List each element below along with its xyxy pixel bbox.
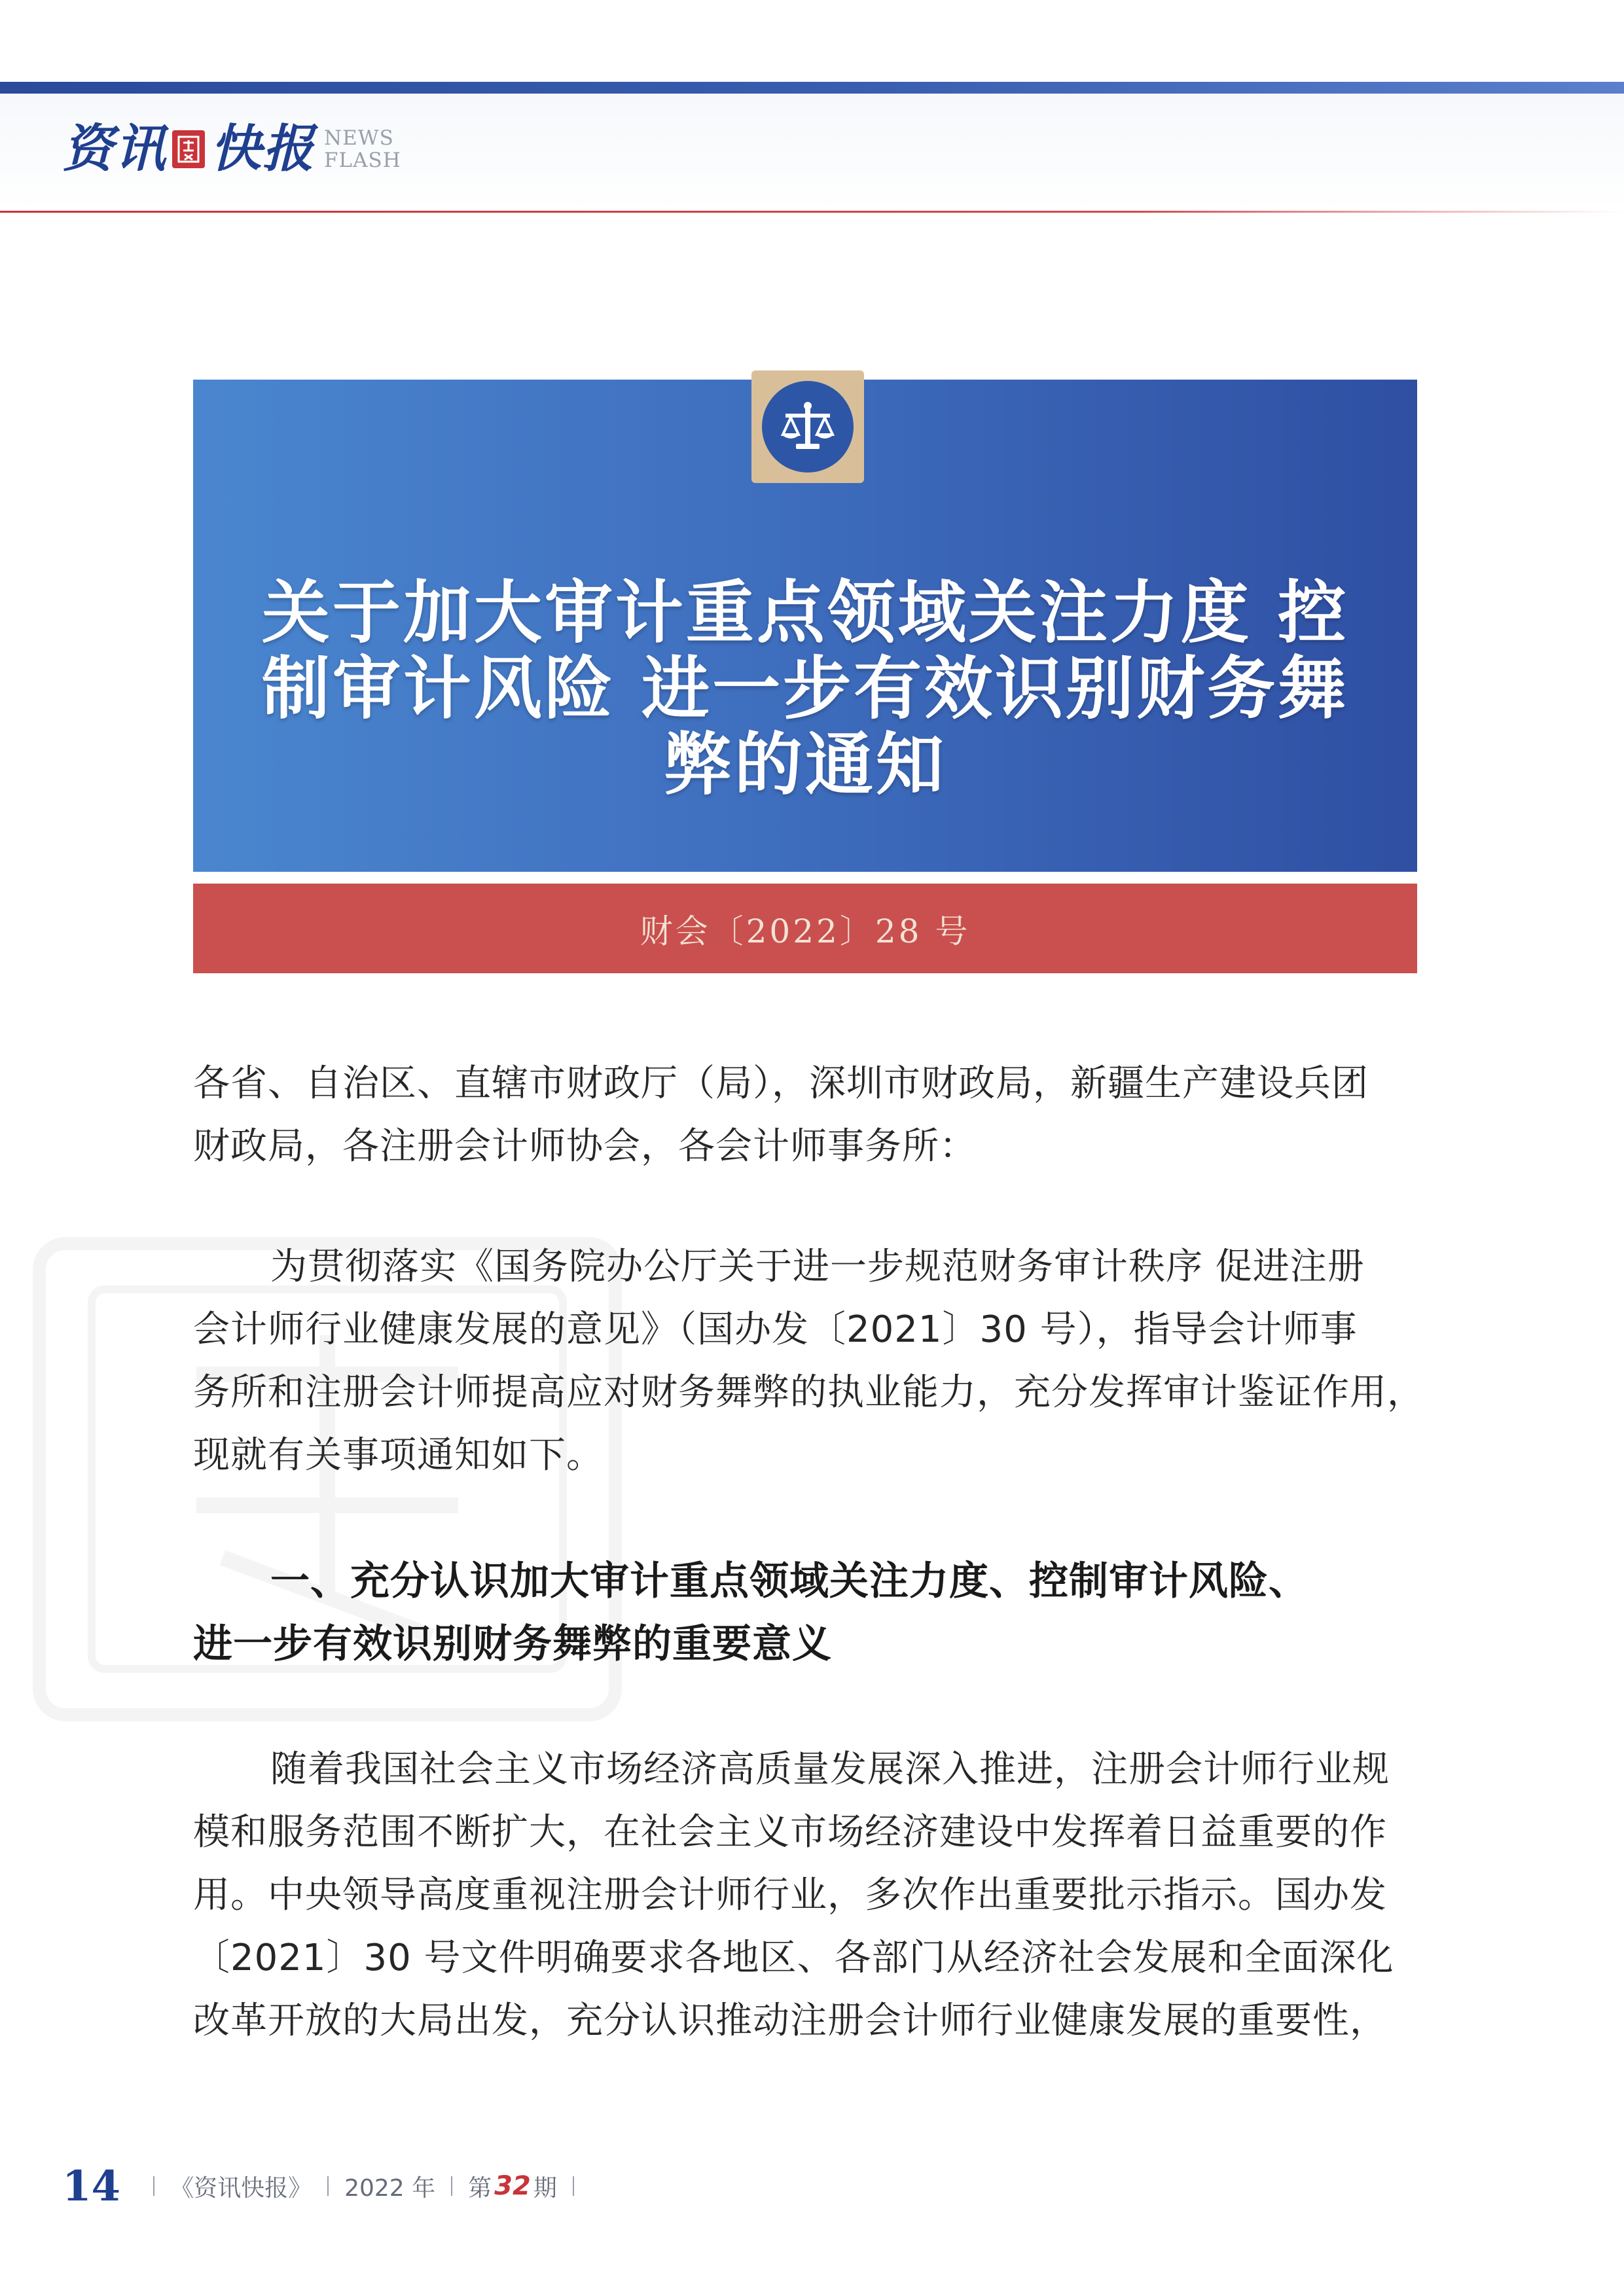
text-line: 用。中央领导高度重视注册会计师行业，多次作出重要批示指示。国办发 [193, 1874, 1387, 1916]
header-divider [0, 211, 1624, 213]
footer-separator [153, 2176, 154, 2196]
text-line: 会计师行业健康发展的意见》（国办发〔2021〕30 号），指导会计师事 [193, 1308, 1358, 1351]
masthead-title-right: 快报 [210, 119, 316, 179]
document-number: 财会〔2022〕28 号 [640, 912, 971, 950]
intro-paragraph [193, 1236, 1424, 1487]
addressee-paragraph [193, 1052, 1417, 1178]
text-line: 〔2021〕30 号文件明确要求各地区、各部门从经济社会发展和全面深化 [193, 1937, 1394, 1979]
title-line: 弊的通知 [663, 725, 947, 804]
footer-issue-number: 32 [494, 2171, 531, 2201]
section-heading [193, 1550, 1417, 1676]
heading-line: 进一步有效识别财务舞弊的重要意义 [193, 1621, 832, 1667]
section-paragraph [193, 1738, 1417, 2053]
masthead-seal-icon [172, 130, 205, 168]
footer-issue-prefix: 第 [468, 2174, 492, 2202]
page-title [223, 575, 1388, 802]
page-number: 14 [62, 2161, 121, 2211]
footer-separator [573, 2176, 574, 2196]
title-line: 关于加大审计重点领域关注力度 控 [261, 573, 1349, 653]
footer-issue-suffix: 期 [533, 2174, 557, 2202]
text-line: 改革开放的大局出发，充分认识推动注册会计师行业健康发展的重要性， [193, 2000, 1387, 2042]
text-line: 务所和注册会计师提高应对财务舞弊的执业能力，充分发挥审计鉴证作用， [193, 1371, 1424, 1414]
text-line: 随着我国社会主义市场经济高质量发展深入推进，注册会计师行业规 [270, 1748, 1390, 1791]
footer-separator [327, 2176, 329, 2196]
title-line: 制审计风险 进一步有效识别财务舞 [261, 649, 1349, 728]
text-line: 现就有关事项通知如下。 [193, 1434, 604, 1477]
header-top-rule [0, 82, 1624, 94]
emblem-frame [751, 370, 864, 483]
page-footer [62, 2160, 590, 2212]
scales-of-justice-icon [762, 381, 854, 473]
text-line: 为贯彻落实《国务院办公厅关于进一步规范财务审计秩序 促进注册 [270, 1246, 1365, 1288]
masthead-title-left: 资讯 [62, 119, 168, 179]
text-line: 模和服务范围不断扩大，在社会主义市场经济建设中发挥着日益重要的作 [193, 1811, 1387, 1854]
document-number-bar [193, 884, 1417, 973]
footer-year: 2022 年 [344, 2174, 436, 2202]
masthead-logo [62, 117, 401, 182]
text-line: 财政局，各注册会计师协会，各会计师事务所： [193, 1125, 977, 1168]
masthead-english-news: NEWS [324, 126, 394, 150]
heading-line: 一、充分认识加大审计重点领域关注力度、控制审计风险、 [270, 1558, 1308, 1604]
text-line: 各省、自治区、直辖市财政厅（局），深圳市财政局，新疆生产建设兵团 [193, 1062, 1369, 1105]
footer-separator [451, 2176, 452, 2196]
masthead-english-flash: FLASH [324, 149, 401, 172]
footer-publication: 《资讯快报》 [170, 2174, 312, 2202]
masthead-english [324, 127, 401, 171]
